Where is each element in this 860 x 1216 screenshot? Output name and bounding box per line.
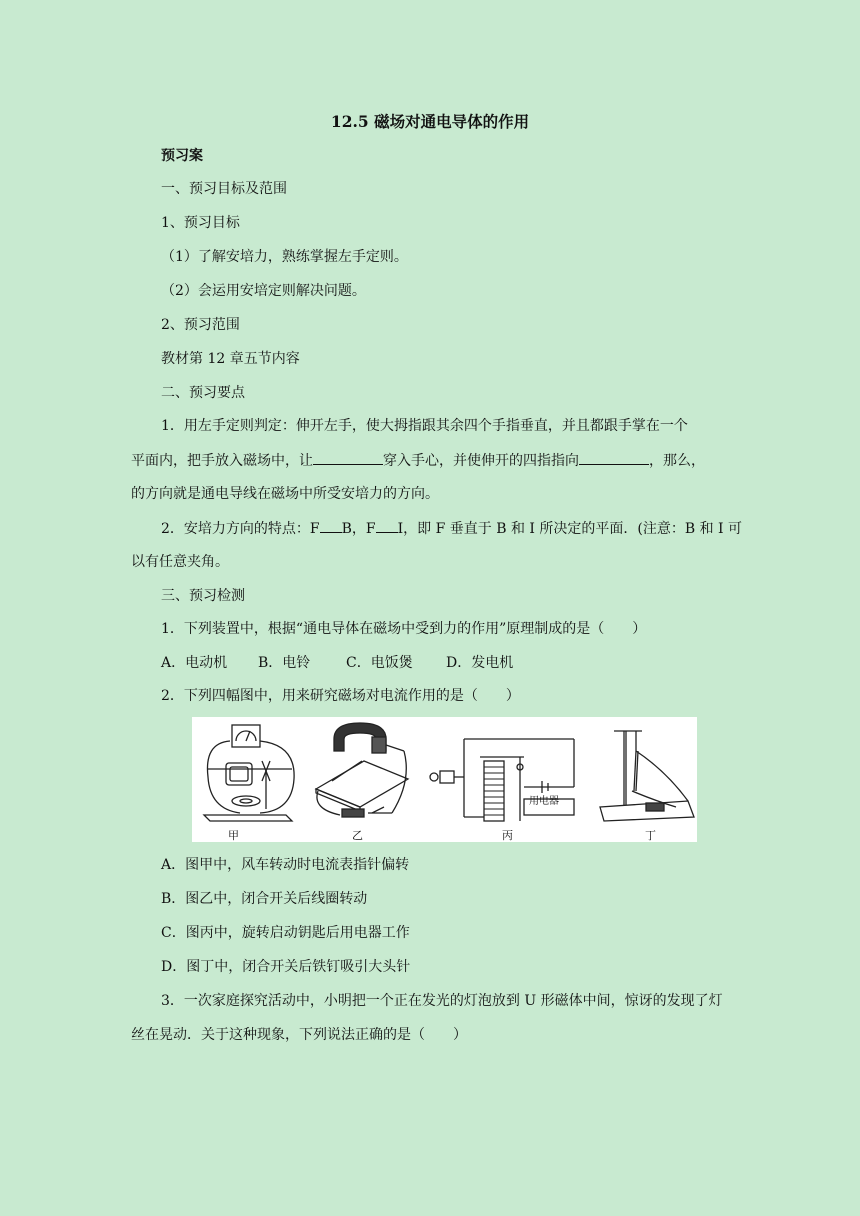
caption-ding: 丁 — [645, 829, 656, 842]
point1-line1: 1．用左手定则判定：伸开左手，使大拇指跟其余四个手指垂直，并且都跟手掌在一个 — [161, 418, 688, 434]
diagram-bing — [424, 721, 594, 831]
question2-stem: 2．下列四幅图中，用来研究磁场对电流作用的是（ ） — [161, 688, 520, 704]
point2-text-b: B，F — [341, 521, 376, 537]
question2-option-d[interactable]: D．图丁中，闭合开关后铁钉吸引大头针 — [161, 959, 411, 975]
heading-preview-check: 三、预习检测 — [161, 588, 245, 604]
fill-blank-1[interactable] — [313, 450, 383, 465]
question1-option-d[interactable]: D．发电机 — [446, 655, 514, 671]
section-header: 预习案 — [161, 148, 203, 164]
diagram-ding — [596, 721, 696, 831]
question1-option-b[interactable]: B．电铃 — [258, 655, 311, 671]
point1-text-a: 平面内，把手放入磁场中，让 — [131, 453, 313, 469]
question3-line2: 丝在晃动．关于这种现象，下列说法正确的是（ ） — [131, 1027, 467, 1043]
caption-bing: 丙 — [502, 829, 513, 842]
question2-option-a[interactable]: A．图甲中，风车转动时电流表指针偏转 — [161, 857, 410, 873]
page-title: 12.5 磁场对通电导体的作用 — [330, 112, 530, 131]
question2-figure — [192, 717, 697, 842]
point1-line2 — [131, 450, 705, 471]
subheading-goals: 1、预习目标 — [161, 215, 240, 231]
goal-item-1: （1）了解安培力，熟练掌握左手定则。 — [161, 249, 408, 265]
heading-preview-goals: 一、预习目标及范围 — [161, 181, 287, 197]
goal-item-2: （2）会运用安培定则解决问题。 — [161, 283, 366, 299]
question3-line1: 3．一次家庭探究活动中，小明把一个正在发光的灯泡放到 U 形磁体中间，惊讶的发现了灯 — [161, 993, 723, 1009]
subheading-scope: 2、预习范围 — [161, 317, 240, 333]
question1-option-c[interactable]: C．电饭煲 — [346, 655, 413, 671]
relay-appliance-label: 用电器 — [529, 796, 559, 807]
fill-blank-3[interactable] — [320, 518, 342, 533]
heading-key-points: 二、预习要点 — [161, 385, 245, 401]
question1-stem: 1．下列装置中，根据“通电导体在磁场中受到力的作用”原理制成的是（ ） — [161, 621, 647, 637]
question1-option-a[interactable]: A．电动机 — [161, 655, 228, 671]
point1-text-c: ，那么， — [649, 453, 705, 469]
point2-text-c: I，即 F 垂直于 B 和 I 所决定的平面．(注意：B 和 I 可 — [397, 521, 743, 537]
question2-option-b[interactable]: B．图乙中，闭合开关后线圈转动 — [161, 891, 368, 907]
point1-line3: 的方向就是通电导线在磁场中所受安培力的方向。 — [131, 486, 439, 502]
diagram-jia — [200, 721, 310, 831]
fill-blank-4[interactable] — [376, 518, 398, 533]
caption-jia: 甲 — [228, 829, 239, 842]
point2-text-a: 2．安培力方向的特点：F — [161, 521, 320, 537]
fill-blank-2[interactable] — [579, 450, 649, 465]
point1-text-b: 穿入手心，并使伸开的四指指向 — [383, 453, 579, 469]
question2-option-c[interactable]: C．图丙中，旋转启动钥匙后用电器工作 — [161, 925, 410, 941]
diagram-yi — [312, 721, 422, 831]
caption-yi: 乙 — [352, 829, 363, 842]
scope-text: 教材第 12 章五节内容 — [161, 351, 300, 367]
point2-line2: 以有任意夹角。 — [131, 554, 229, 570]
point2-line1 — [161, 518, 742, 539]
